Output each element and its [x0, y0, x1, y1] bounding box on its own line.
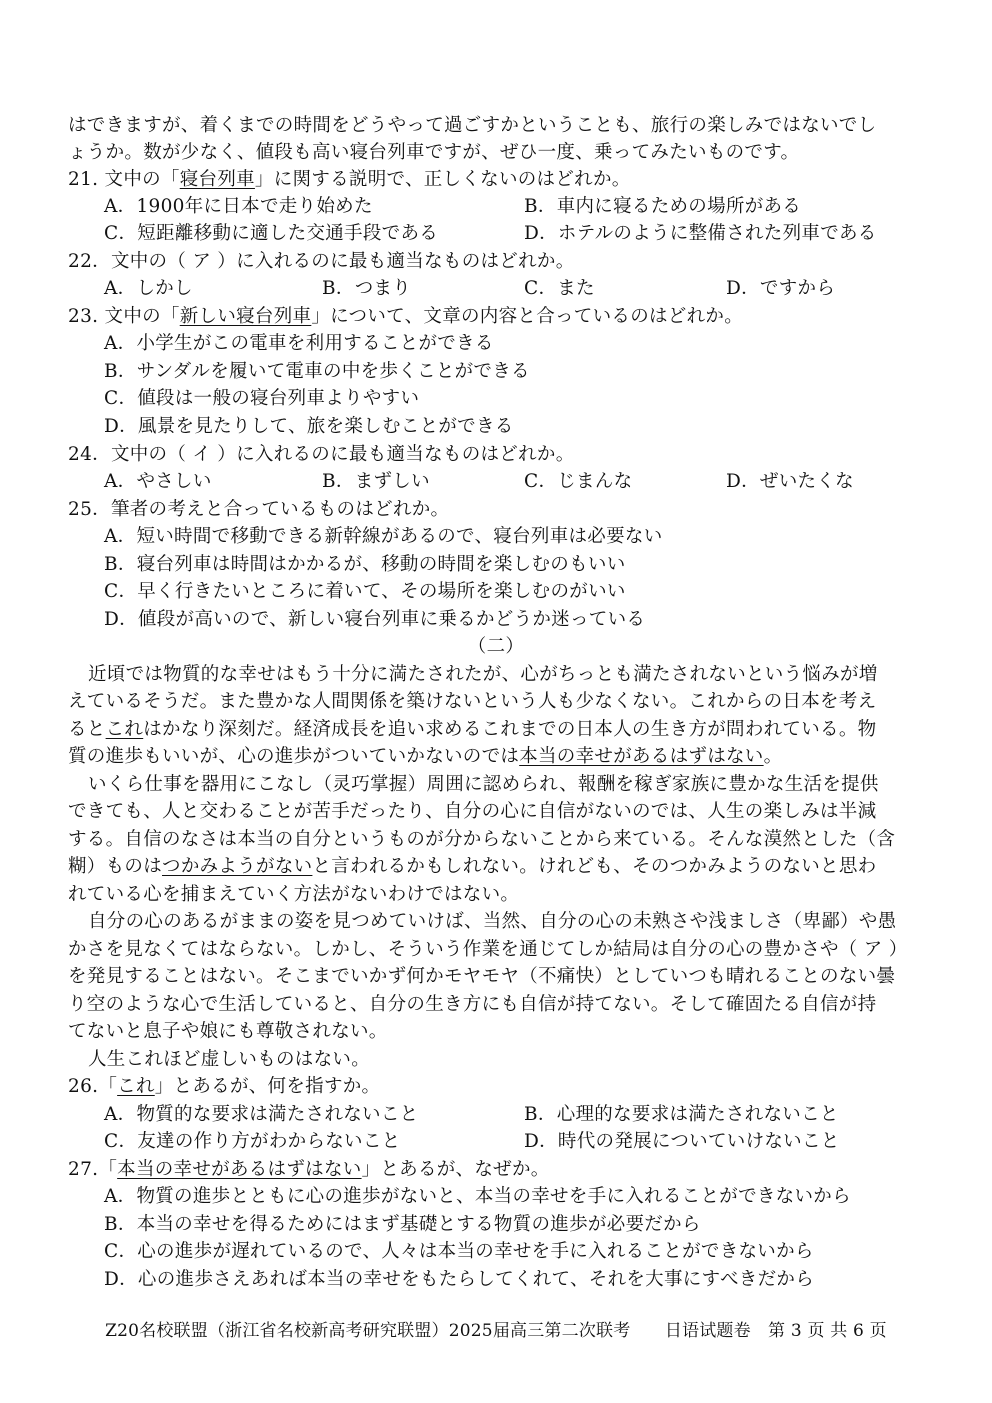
- question-27: [68, 1156, 550, 1183]
- passage-p4-line-1: 人生これほど虚しいものはない。: [88, 1049, 371, 1070]
- underlined-term: 本当の幸せがあるはずはない: [117, 1159, 362, 1180]
- passage-p3-line-3: を発見することはない。そこまでいかず何かモヤモヤ（不痛快）としていつも晴れることのない曇: [68, 966, 896, 987]
- passage-p3-line-2: かさを見なくてはならない。しかし、そういう作業を通じてしか結局は自分の心の豊かさや（ ア ）: [68, 939, 908, 960]
- q26-option-c: C．友達の作り方がわからないこと: [104, 1131, 401, 1152]
- q27-option-b: B．本当の幸せを得るためにはまず基礎とする物質の進歩が必要だから: [104, 1214, 701, 1235]
- question-21: [68, 166, 631, 193]
- q21-option-d: D．ホテルのように整備された列車である: [524, 223, 877, 244]
- q25-option-d: D．値段が高いので、新しい寝台列車に乗るかどうか迷っている: [104, 609, 646, 630]
- q22-option-d: D．ですから: [726, 278, 836, 299]
- question-prefix: 「: [98, 1076, 118, 1097]
- q21-option-a: A．1900年に日本で走り始めた: [104, 196, 373, 217]
- question-suffix: 」とあるが、何を指すか。: [154, 1076, 381, 1097]
- q21-option-b: B．車内に寝るための場所がある: [524, 196, 802, 217]
- question-number: 26.: [68, 1076, 99, 1097]
- passage-p1-line-2: えているそうだ。また豊かな人間関係を築けないという人も少なくない。これからの日本を考え: [68, 691, 877, 712]
- q22-option-b: B．つまり: [322, 278, 412, 299]
- passage-p3-line-5: てないと息子や娘にも尊敬されない。: [68, 1021, 388, 1042]
- passage-p2-line-4: [68, 853, 876, 880]
- passage-p3-line-1: 自分の心のあるがままの姿を見つめていけば、当然、自分の心の未熟さや浅ましさ（卑鄙）や愚: [88, 911, 897, 932]
- question-25: 25．筆者の考えと合っているものはどれか。: [68, 499, 450, 520]
- passage-p1-line-3: [68, 716, 876, 743]
- text-run: 糊）ものは: [68, 856, 163, 877]
- q27-option-a: A．物質の進歩とともに心の進歩がないと、本当の幸せを手に入れることができないから: [104, 1186, 851, 1207]
- page-footer: Z20名校联盟（浙江省名校新高考研究联盟）2025届高三第二次联考 日语试题卷 第 3 页 共 6 页: [105, 1321, 887, 1341]
- question-suffix: 」に関する説明で、正しくないのはどれか。: [254, 169, 631, 190]
- passage-p1-line-1: 近頃では物質的な幸せはもう十分に満たされたが、心がちっとも満たされないという悩みが増: [88, 664, 878, 685]
- q24-option-a: A．やさしい: [104, 471, 212, 492]
- question-suffix: 」について、文章の内容と合っているのはどれか。: [311, 306, 743, 327]
- passage-p3-line-4: り空のような心で生活していると、自分の生き方にも自信が持てない。そして確固たる自信が持: [68, 994, 877, 1015]
- q23-option-a: A．小学生がこの電車を利用することができる: [104, 333, 494, 354]
- underlined-phrase: つかみようがない: [162, 856, 313, 877]
- question-prefix: 「: [98, 1159, 118, 1180]
- text-run: 。: [763, 746, 783, 767]
- q25-option-b: B．寝台列車は時間はかかるが、移動の時間を楽しむのもいい: [104, 554, 626, 575]
- text-run: はかなり深刻だ。経済成長を追い求めるこれまでの日本人の生き方が問われている。物: [143, 719, 877, 740]
- passage-p2-line-1: いくら仕事を器用にこなし（灵巧掌握）周囲に認められ、報酬を稼ぎ家族に豊かな生活を提供: [88, 774, 879, 795]
- q24-option-c: C．じまんな: [524, 471, 633, 492]
- intro-line-1: はできますが、着くまでの時間をどうやって過ごすかということも、旅行の楽しみではないでし: [68, 115, 877, 136]
- question-number: 23.: [68, 306, 99, 327]
- text-run: ると: [68, 719, 106, 740]
- text-run: と言われるかもしれない。けれども、そのつかみようのないと思わ: [312, 856, 877, 877]
- text-run: 質の進歩もいいが、心の進歩がついていかないのでは: [68, 746, 520, 767]
- question-number: 27.: [68, 1159, 99, 1180]
- q24-option-d: D．ぜいたくな: [726, 471, 854, 492]
- q25-option-a: A．短い時間で移動できる新幹線があるので、寝台列車は必要ない: [104, 526, 663, 547]
- q27-option-c: C．心の進歩が遅れているので、人々は本当の幸せを手に入れることができないから: [104, 1241, 814, 1262]
- question-23: [68, 303, 743, 330]
- q26-option-d: D．時代の発展についていけないこと: [524, 1131, 840, 1152]
- passage-p2-line-2: できても、人と交わることが苦手だったり、自分の心に自信がないのでは、人生の楽しみは半減: [68, 801, 877, 822]
- q27-option-d: D．心の進歩さえあれば本当の幸せをもたらしてくれて、それを大事にすべきだから: [104, 1269, 814, 1290]
- q26-option-a: A．物質的な要求は満たされないこと: [104, 1104, 419, 1125]
- q23-option-b: B．サンダルを履いて電車の中を歩くことができる: [104, 361, 530, 382]
- q26-option-b: B．心理的な要求は満たされないこと: [524, 1104, 839, 1125]
- question-22: 22．文中の（ ア ）に入れるのに最も適当なものはどれか。: [68, 251, 575, 272]
- passage-p2-line-3: する。自信のなさは本当の自分というものが分からないことから来ている。そんな漠然とした（含: [68, 829, 896, 850]
- question-prefix: 文中の「: [104, 306, 180, 327]
- q22-option-a: A．しかし: [104, 278, 193, 299]
- passage-p1-line-4: [68, 743, 782, 770]
- underlined-term: これ: [117, 1076, 155, 1097]
- q23-option-c: C．値段は一般の寝台列車よりやすい: [104, 388, 420, 409]
- q22-option-c: C．また: [524, 278, 595, 299]
- q25-option-c: C．早く行きたいところに着いて、その場所を楽しむのがいい: [104, 581, 626, 602]
- underlined-term: 新しい寝台列車: [179, 306, 312, 327]
- question-26: [68, 1073, 380, 1100]
- question-24: 24．文中の（ イ ）に入れるのに最も適当なものはどれか。: [68, 444, 575, 465]
- underlined-kore: これ: [105, 719, 144, 740]
- intro-line-2: ょうか。数が少なく、値段も高い寝台列車ですが、ぜひ一度、乗ってみたいものです。: [68, 142, 800, 163]
- underlined-phrase: 本当の幸せがあるはずはない: [519, 746, 764, 767]
- q24-option-b: B．まずしい: [322, 471, 430, 492]
- q21-option-c: C．短距離移動に適した交通手段である: [104, 223, 439, 244]
- question-suffix: 」とあるが、なぜか。: [361, 1159, 550, 1180]
- question-prefix: 文中の「: [104, 169, 180, 190]
- q23-option-d: D．風景を見たりして、旅を楽しむことができる: [104, 416, 514, 437]
- section-heading: （二）: [467, 636, 525, 657]
- passage-p2-line-5: れている心を捕まえていく方法がないわけではない。: [68, 884, 520, 905]
- question-number: 21.: [68, 169, 99, 190]
- underlined-term: 寝台列車: [179, 169, 255, 190]
